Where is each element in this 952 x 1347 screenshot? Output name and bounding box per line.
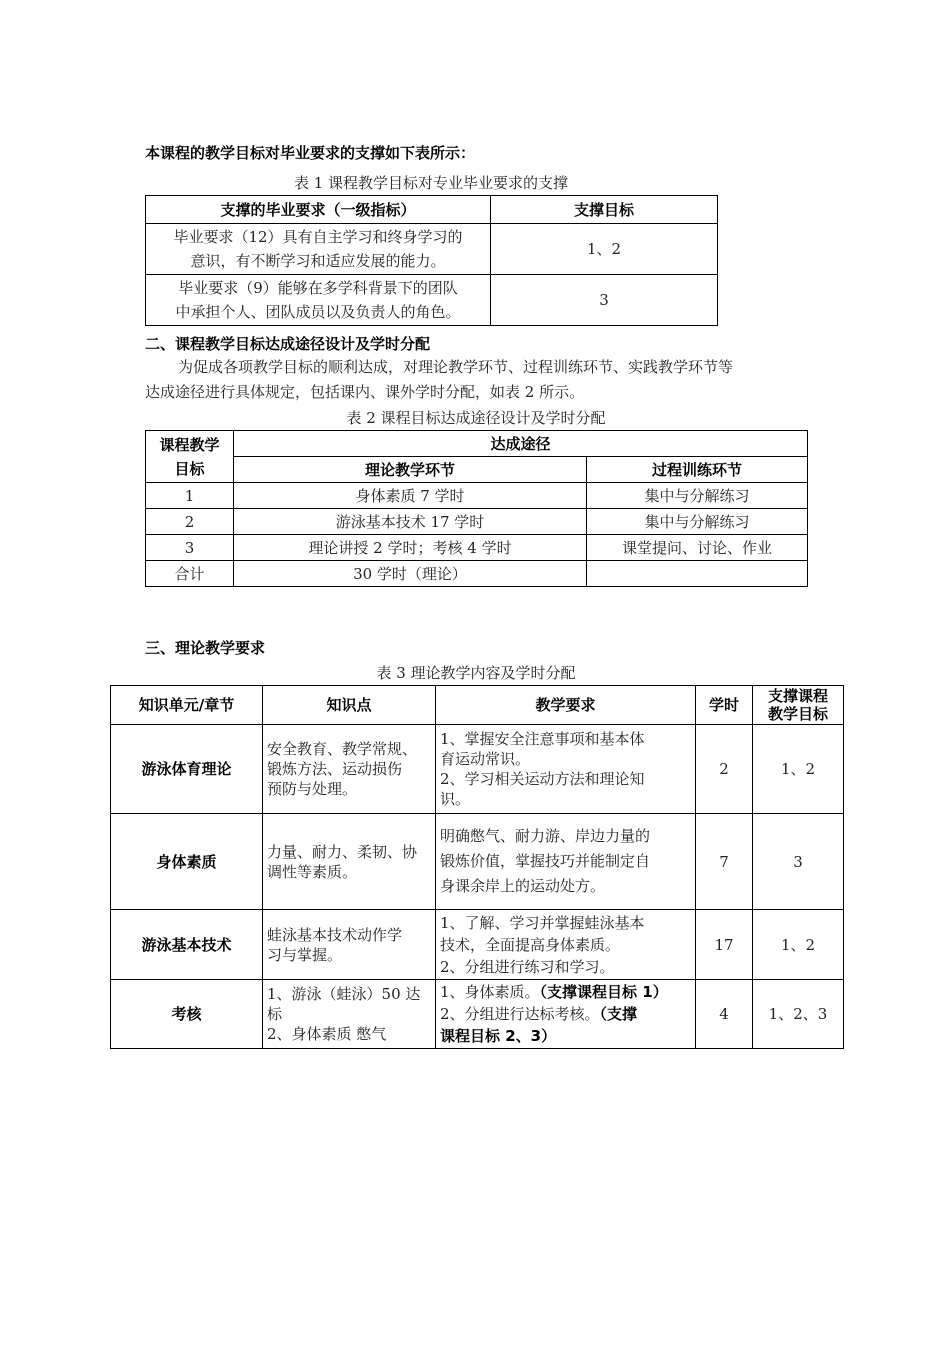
table3-req-cell (436, 814, 696, 910)
table3 (110, 685, 844, 1049)
points-line: 调性等素质。 (267, 862, 358, 881)
req-line (440, 1003, 691, 1025)
table3-unit-cell: 考核 (111, 980, 263, 1049)
req-line: 身课余岸上的运动处方。 (440, 877, 606, 895)
req-line: 毕业要求（12）具有自主学习和终身学习的 (173, 228, 463, 246)
req-line: 毕业要求（9）能够在多学科背景下的团队 (178, 279, 458, 297)
table1-req-cell (146, 224, 491, 275)
table3-points-cell (263, 814, 436, 910)
table3-header-points: 知识点 (263, 686, 436, 725)
table-row (111, 910, 844, 980)
table1-goal-cell: 1、2 (491, 224, 718, 275)
table1 (145, 195, 718, 326)
req-line: 明确憋气、耐力游、岸边力量的 (440, 827, 651, 845)
section2-heading: 二、课程教学目标达成途径设计及学时分配 (145, 335, 431, 353)
section2-para-line1: 为促成各项教学目标的顺利达成，对理论教学环节、过程训练环节、实践教学环节等 (178, 358, 734, 376)
table2-goal-cell: 1 (146, 483, 234, 509)
req-line: 2、分组进行练习和学习。 (440, 957, 615, 976)
table3-points-cell (263, 980, 436, 1049)
table-row (146, 224, 718, 275)
table3-unit-cell: 身体素质 (111, 814, 263, 910)
table3-hours-cell: 4 (696, 980, 753, 1049)
table3-unit-cell: 游泳体育理论 (111, 725, 263, 814)
table-row (146, 561, 808, 587)
table3-header-hours: 学时 (696, 686, 753, 725)
table2 (145, 430, 808, 587)
points-line: 习与掌握。 (267, 945, 343, 964)
header-line: 支撑课程 (767, 687, 828, 705)
table-row (146, 535, 808, 561)
table2-process-cell: 集中与分解练习 (587, 509, 808, 535)
table-row (111, 814, 844, 910)
req-line: 1、掌握安全注意事项和基本体 (440, 730, 645, 748)
req-bold-text: 课程目标 2、3） (440, 1027, 557, 1045)
table1-header-req: 支撑的毕业要求（一级指标） (146, 196, 491, 224)
table-row (146, 509, 808, 535)
table3-goal-cell: 1、2 (753, 910, 844, 980)
table3-goal-cell: 1、2 (753, 725, 844, 814)
table3-req-cell (436, 725, 696, 814)
table-row (146, 275, 718, 326)
req-line: 中承担个人、团队成员以及负责人的角色。 (175, 303, 461, 321)
req-line: 1、了解、学习并掌握蛙泳基本 (440, 913, 645, 932)
table2-theory-cell: 游泳基本技术 17 学时 (234, 509, 587, 535)
req-line: 识。 (440, 790, 471, 808)
points-line: 蛙泳基本技术动作学 (267, 925, 403, 944)
table3-points-cell (263, 910, 436, 980)
points-line: 安全教育、教学常规、 (267, 740, 418, 758)
header-line: 目标 (174, 459, 205, 478)
table3-points-cell (263, 725, 436, 814)
table3-goal-cell: 1、2、3 (753, 980, 844, 1049)
table2-header-process: 过程训练环节 (587, 457, 808, 483)
points-line: 1、游泳（蛙泳）50 达 (267, 985, 421, 1003)
table3-goal-cell: 3 (753, 814, 844, 910)
table2-goal-cell: 2 (146, 509, 234, 535)
table2-process-cell (587, 561, 808, 587)
req-line: 2、学习相关运动方法和理论知 (440, 770, 645, 788)
table2-caption: 表 2 课程目标达成途径设计及学时分配 (346, 409, 606, 427)
table2-header-theory: 理论教学环节 (234, 457, 587, 483)
req-text: 2、分组进行达标考核。 (440, 1005, 600, 1023)
table1-caption: 表 1 课程教学目标对专业毕业要求的支撑 (293, 174, 569, 192)
req-text: 1、身体素质。 (440, 983, 540, 1001)
table3-caption: 表 3 理论教学内容及学时分配 (376, 664, 576, 682)
section3-heading: 三、理论教学要求 (145, 639, 266, 657)
table2-header-goal (146, 431, 234, 483)
points-line: 标 (267, 1005, 283, 1023)
table2-theory-cell: 30 学时（理论） (234, 561, 587, 587)
req-line: 技术，全面提高身体素质。 (440, 935, 621, 954)
table1-goal-cell: 3 (491, 275, 718, 326)
table1-req-cell (146, 275, 491, 326)
table2-theory-cell: 身体素质 7 学时 (234, 483, 587, 509)
table2-header-path: 达成途径 (234, 431, 808, 457)
table3-header-unit: 知识单元/章节 (111, 686, 263, 725)
table3-req-cell (436, 910, 696, 980)
req-bold-text: （支撑课程目标 1） (539, 983, 668, 1001)
req-line: 育运动常识。 (440, 750, 531, 768)
table3-header-goal (753, 686, 844, 725)
table1-header-goal: 支撑目标 (491, 196, 718, 224)
table3-unit-cell: 游泳基本技术 (111, 910, 263, 980)
table-row (146, 483, 808, 509)
table-row (111, 980, 844, 1049)
req-bold-text: （支撑 (599, 1005, 638, 1023)
table3-header-req: 教学要求 (436, 686, 696, 725)
points-line: 力量、耐力、柔韧、协 (267, 842, 418, 861)
req-line: 意识，有不断学习和适应发展的能力。 (190, 252, 446, 270)
header-line: 教学目标 (767, 705, 828, 723)
req-line (440, 981, 691, 1003)
table2-process-cell: 课堂提问、讨论、作业 (587, 535, 808, 561)
table3-hours-cell: 2 (696, 725, 753, 814)
section2-para-line2: 达成途径进行具体规定，包括课内、课外学时分配，如表 2 所示。 (145, 383, 585, 401)
req-line: 锻炼价值，掌握技巧并能制定自 (440, 852, 651, 870)
points-line: 锻炼方法、运动损伤 (267, 760, 403, 778)
intro-text: 本课程的教学目标对毕业要求的支撑如下表所示： (145, 144, 476, 162)
table2-goal-cell: 3 (146, 535, 234, 561)
table2-goal-cell: 合计 (146, 561, 234, 587)
header-line: 课程教学 (159, 435, 220, 454)
table-row (111, 725, 844, 814)
table3-hours-cell: 7 (696, 814, 753, 910)
points-line: 2、身体素质 憋气 (267, 1025, 387, 1043)
table3-hours-cell: 17 (696, 910, 753, 980)
table2-process-cell: 集中与分解练习 (587, 483, 808, 509)
table3-req-cell (436, 980, 696, 1049)
table2-theory-cell: 理论讲授 2 学时；考核 4 学时 (234, 535, 587, 561)
points-line: 预防与处理。 (267, 780, 358, 798)
